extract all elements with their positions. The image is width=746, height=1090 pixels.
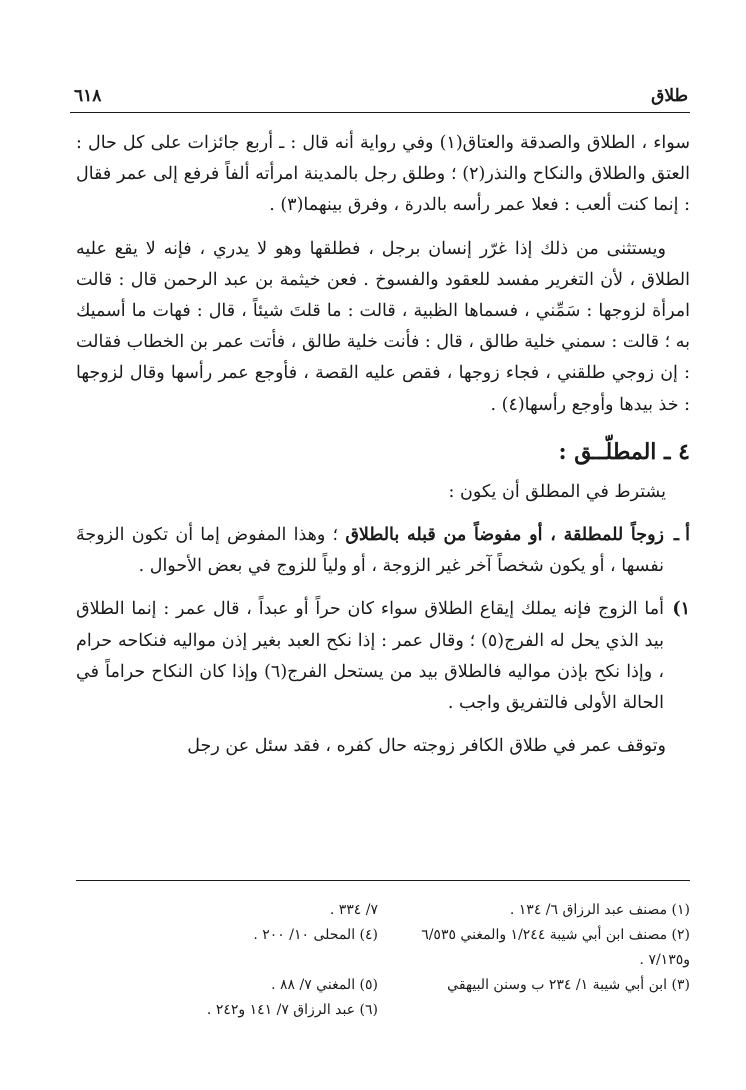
footnote-2: (٢) مصنف ابن أبي شيبة ١/٢٤٤ والمغني ٦/٥٣٥ و٧/١٣٥ . — [421, 927, 690, 968]
main-text — [76, 128, 690, 774]
intro-line: يشترط في المطلق أن يكون : — [448, 481, 666, 502]
footnotes — [76, 898, 690, 1023]
footnote-divider — [76, 880, 690, 881]
item-1-marker: ١) — [672, 599, 690, 620]
footnote-3: (٣) ابن أبي شيبة ١/ ٢٣٤ ب وسنن البيهقي — [447, 977, 690, 993]
list-item-a — [76, 520, 690, 582]
footnote-4: (٤) المحلى ١٠/ ٢٠٠ . — [253, 927, 378, 943]
paragraph-2: ويستثنى من ذلك إذا غرّر إنسان برجل ، فطلقها وهو لا يدري ، فإنه لا يقع عليه الطلاق ، لأن التغرير مفسد للعقود والفسوخ . فعن خيثمة بن عبد الرحمن قال : قالت امرأة لزوجها : سَمِّني ، فسماها الظبية ، قالت : ما قلتَ شيئاً ، قال : فهات ما أسميك به ؛ قالت : سمني خلية طالق ، قال : فأنت خلية طالق ، فأتت عمر بن الخطاب فقالت : إن زوجي طلقني ، فجاء زوجها ، فقص عليه القصة ، فأوجع عمر رأسها وقال لزوجها : خذ بيدها وأوجع رأسها(٤) . — [76, 238, 690, 415]
page-header — [70, 86, 690, 113]
footnote-3-continued: ٧/ ٣٣٤ . — [329, 902, 378, 918]
item-a-bold: زوجاً للمطلقة ، أو مفوضاً من قبله بالطلاق — [345, 525, 664, 546]
paragraph-1: سواء ، الطلاق والصدقة والعتاق(١) وفي رواية أنه قال : ـ أربع جائزات على كل حال : العتق والطلاق والنكاح والنذر(٢) ؛ وطلق رجل بالمدينة امرأته ألفاً فرفع إلى عمر فقال : إنما كنت ألعب : فعلا عمر رأسه بالدرة ، وفرق بينهما(٣) . — [76, 133, 690, 216]
footnote-1: (١) مصنف عبد الرزاق ٦/ ١٣٤ . — [509, 902, 690, 918]
running-head: طلاق — [651, 86, 688, 106]
item-a-marker: أ ـ — [673, 525, 690, 546]
item-1-text: أما الزوج فإنه يملك إيقاع الطلاق سواء كان حراً أو عبداً ، قال عمر : إنما الطلاق بيد الذي يحل له الفرج(٥) ؛ وقال عمر : إذا نكح العبد بغير إذن مواليه فنكاحه حرام ، وإذا نكح بإذن مواليه فالطلاق بيد من يستحل الفرج(٦) وإذا كان النكاح حراماً في الحالة الأولى فالتفريق واجب . — [76, 599, 664, 714]
paragraph-3: وتوقف عمر في طلاق الكافر زوجته حال كفره ، فقد سئل عن رجل — [187, 736, 666, 757]
footnote-spacer — [388, 998, 690, 1023]
footnote-6: (٦) عبد الرزاق ٧/ ١٤١ و٢٤٢ . — [206, 1002, 378, 1018]
item-a-text — [76, 520, 664, 582]
list-item-1 — [76, 594, 690, 719]
item-a-rest: ؛ وهذا المفوض إما أن تكون الزوجةَ نفسها ، أو يكون شخصاً آخر غير الزوجة ، أو ولياً للزوج في بعض الأحوال . — [76, 525, 664, 577]
section-heading: ٤ ـ المطلّــق : — [558, 438, 690, 465]
footnote-5: (٥) المغني ٧/ ٨٨ . — [271, 977, 378, 993]
page-number: ٦١٨ — [74, 86, 102, 106]
